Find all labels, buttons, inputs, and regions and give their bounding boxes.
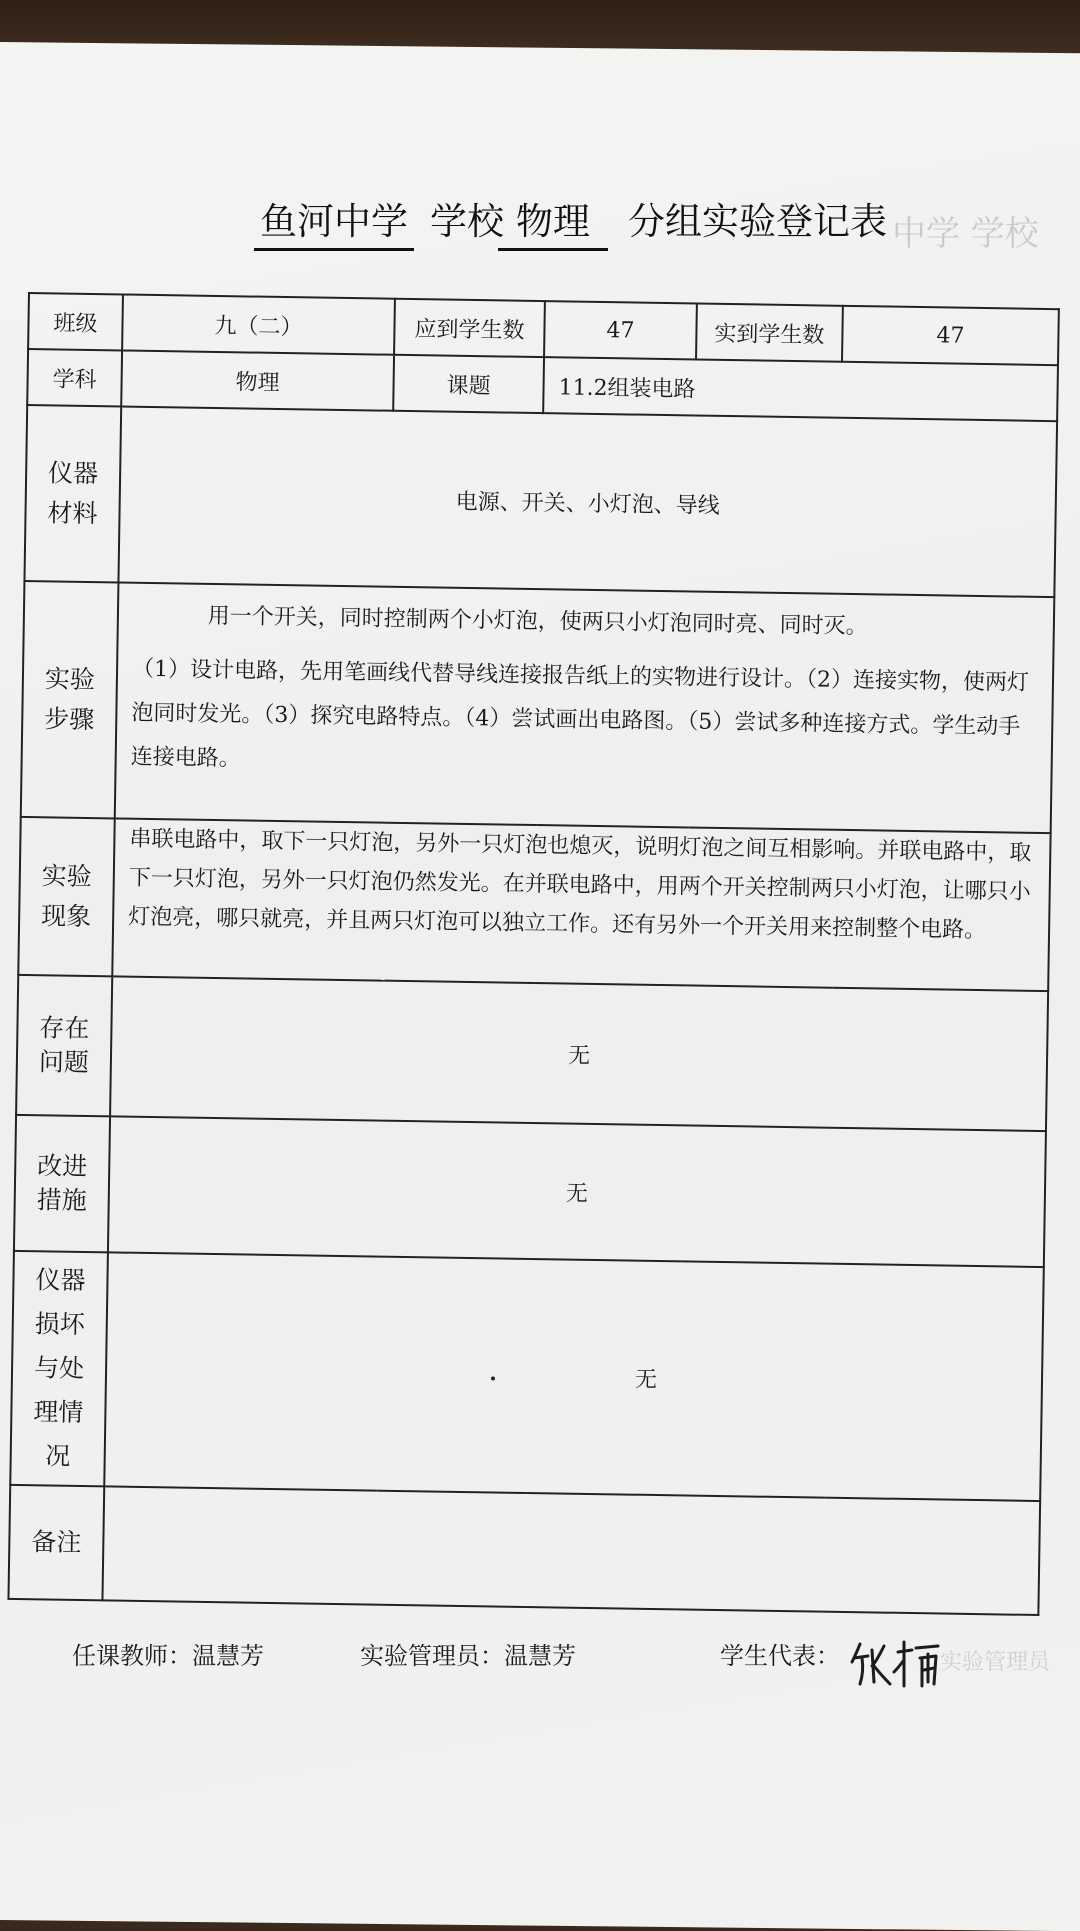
title-school: 鱼河中学 — [254, 196, 414, 251]
student-rep-label: 学生代表： — [720, 1642, 840, 1670]
student-signature — [846, 1632, 946, 1692]
problems-label: 存在问题 — [38, 1013, 90, 1078]
table-row — [18, 817, 1050, 991]
materials-label: 仪器材料 — [47, 458, 99, 529]
phenomena-label: 实验现象 — [40, 861, 93, 932]
damage-cell — [104, 1252, 1044, 1501]
title-suffix: 分组实验登记表 — [628, 200, 887, 243]
improve-label-cell — [14, 1115, 110, 1252]
bleed-through-text: 中学 学校 — [892, 214, 1039, 254]
actual-students-value: 47 — [842, 306, 1059, 365]
steps-cell — [115, 582, 1055, 833]
stray-mark — [491, 1376, 495, 1380]
table-row — [14, 1115, 1046, 1267]
table-row — [8, 1485, 1040, 1615]
phenomena-label-cell — [18, 817, 114, 976]
improve-value: 无 — [108, 1116, 1046, 1267]
table-row — [16, 975, 1048, 1131]
remarks-value — [102, 1486, 1040, 1615]
lab-admin-name: 实验管理员：温慧芳 — [360, 1642, 576, 1670]
phenomena-value: 串联电路中，取下一只灯泡，另外一只灯泡也熄灭，说明灯泡之间互相影响。并联电路中，取下一只灯泡，另外一只灯泡仍然发光。在并联电路中，用两个开关控制两只小灯泡，让哪只小灯泡亮，哪只就亮，并且两只灯泡可以独立工作。还有另外一个开关用来控制整个电路。 — [112, 818, 1050, 991]
class-value: 九（二） — [122, 294, 395, 354]
table-row — [21, 581, 1055, 833]
form-title — [240, 180, 1080, 270]
subject-label: 学科 — [27, 349, 122, 406]
topic-value: 11.2组装电路 — [543, 357, 1058, 421]
subject-value: 物理 — [121, 350, 394, 410]
table-row — [10, 1251, 1044, 1501]
steps-intro: 用一个开关，同时控制两个小灯泡，使两只小灯泡同时亮、同时灭。 — [207, 603, 868, 640]
problems-value: 无 — [110, 976, 1048, 1131]
expected-students-value: 47 — [544, 301, 697, 359]
bleed-through-footer: 实验管理员 — [940, 1650, 1051, 1675]
registration-table-wrapper — [7, 292, 1058, 1648]
problems-label-cell — [16, 975, 112, 1116]
damage-label-cell — [10, 1251, 108, 1486]
table-row — [24, 405, 1057, 597]
steps-label-cell — [21, 581, 119, 818]
teacher-name: 任课教师：温慧芳 — [72, 1642, 264, 1670]
title-subject: 物理 — [498, 196, 608, 251]
damage-label: 仪器损坏与处理情况 — [33, 1265, 86, 1471]
class-label: 班级 — [28, 293, 123, 350]
steps-body: （1）设计电路，先用笔画线代替导线连接报告纸上的实物进行设计。（2）连接实物，使两灯泡同时发光。（3）探究电路特点。（4）尝试画出电路图。（5）尝试多种连接方式。学生动手连接电路。 — [130, 656, 1030, 772]
materials-value: 电源、开关、小灯泡、导线 — [118, 406, 1057, 597]
actual-students-label: 实到学生数 — [696, 304, 843, 362]
expected-students-label: 应到学生数 — [394, 299, 545, 357]
remarks-label-cell — [8, 1485, 104, 1600]
registration-table — [7, 292, 1059, 1616]
steps-label: 实验步骤 — [44, 664, 96, 735]
topic-label: 课题 — [393, 355, 544, 413]
materials-label-cell — [24, 405, 121, 582]
damage-value: 无 — [634, 1367, 658, 1393]
improve-label: 改进措施 — [36, 1151, 88, 1216]
remarks-label: 备注 — [31, 1527, 82, 1557]
title-school-suffix: 学校 — [430, 200, 504, 243]
